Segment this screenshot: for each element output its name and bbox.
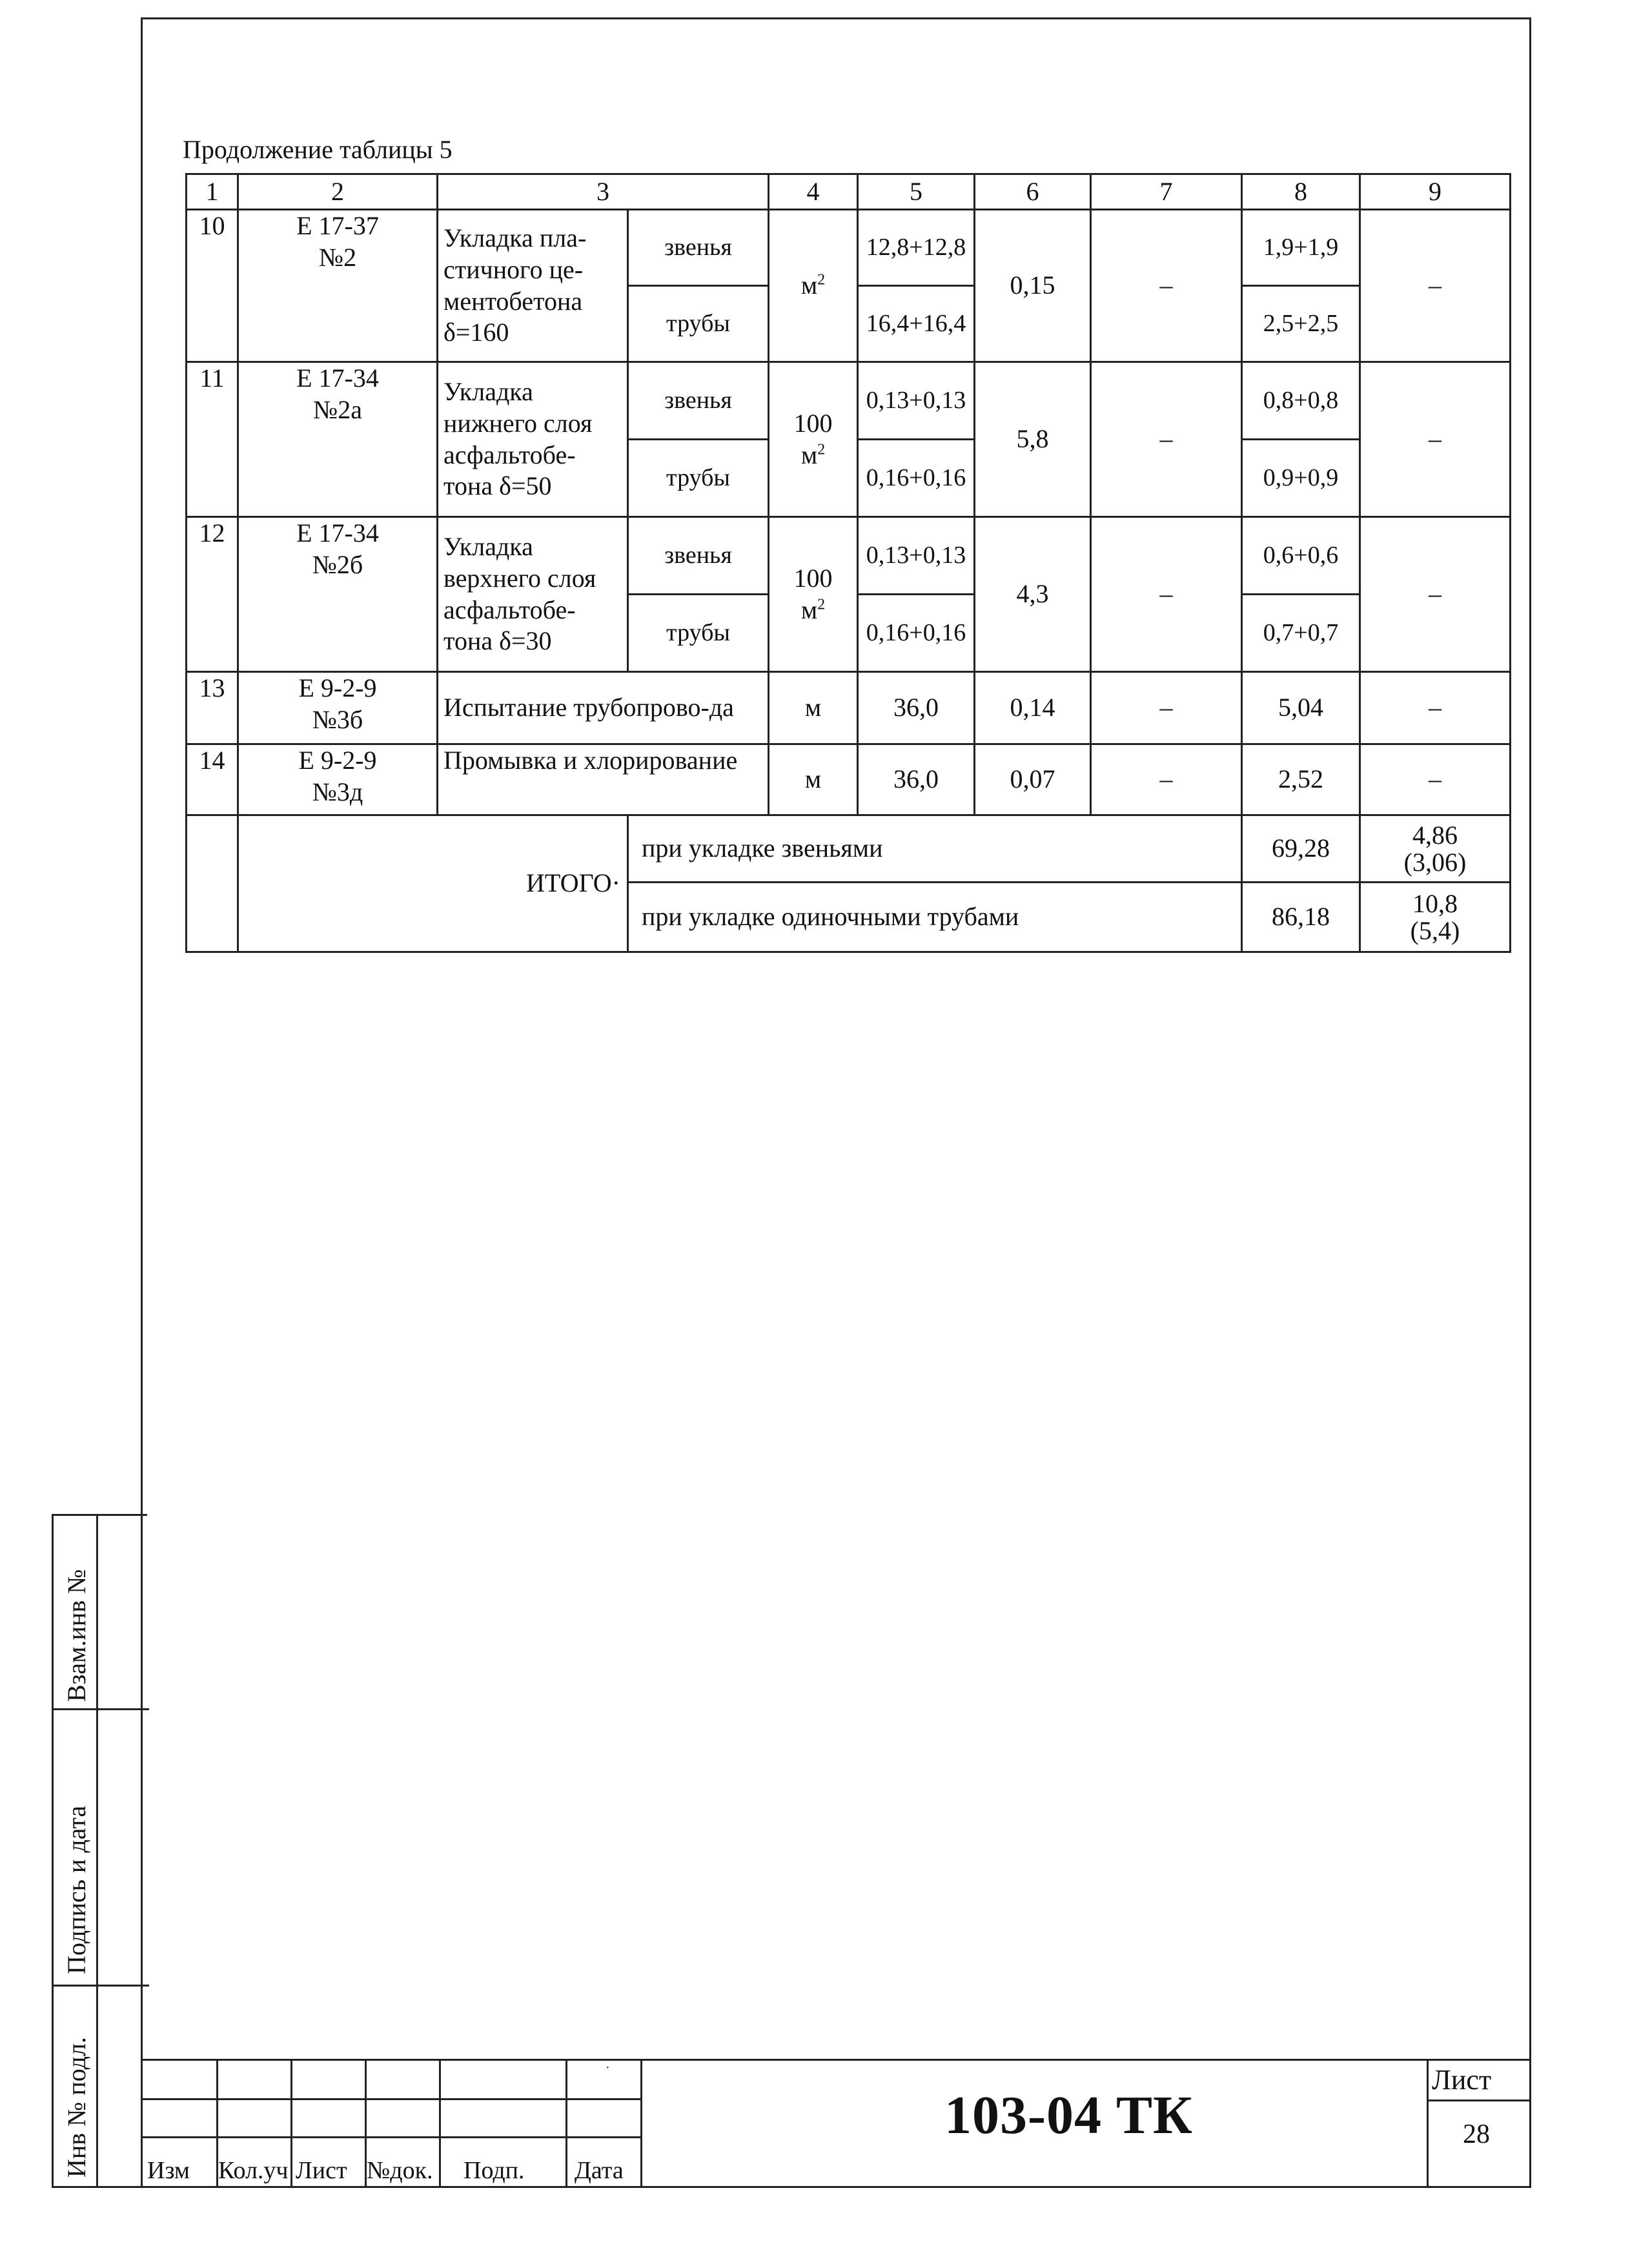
document-code: 103-04 ТК: [944, 2085, 1193, 2145]
total-value: 0,6+0,6: [1242, 517, 1360, 595]
sheet-number: 28: [1463, 2120, 1490, 2149]
norm-value: 0,07: [975, 744, 1091, 815]
table-caption: Продолжение таблицы 5: [183, 135, 453, 164]
work-description: Испытание трубопрово-да: [438, 672, 769, 744]
table-row: [187, 672, 1511, 744]
col7-value: –: [1091, 744, 1242, 815]
work-description: Укладка верхнего слоя асфальтобе-тона δ=30: [438, 517, 628, 672]
col9-value: –: [1360, 517, 1511, 672]
work-description: Укладка пла-стичного це-ментобетона δ=160: [438, 210, 628, 362]
col-label-list: Лист: [296, 2157, 347, 2184]
quantity: 16,4+16,4: [858, 286, 975, 362]
subtype-label: трубы: [628, 440, 769, 517]
work-description: Промывка и хлорирование: [438, 744, 769, 815]
tb-divider: [439, 2061, 441, 2188]
totals-value: 86,18: [1242, 883, 1360, 952]
total-value: 2,52: [1242, 744, 1360, 815]
header-cell: 1: [187, 174, 238, 210]
tb-divider: [640, 2061, 642, 2188]
totals-col9: 4,86 (3,06): [1360, 815, 1511, 883]
col7-value: –: [1091, 517, 1242, 672]
norm-value: 5,8: [975, 362, 1091, 517]
col-label-kol-uch: Кол.уч: [218, 2157, 289, 2184]
col9-value: –: [1360, 362, 1511, 517]
col-label-data: Дата: [575, 2157, 624, 2184]
col-label-podp: Подп.: [463, 2157, 525, 2184]
row-number: 11: [187, 362, 238, 517]
header-cell: 9: [1360, 174, 1511, 210]
total-value: 0,8+0,8: [1242, 362, 1360, 440]
norm-code: Е 17-34 №2а: [238, 362, 438, 517]
sheet-label: Лист: [1432, 2064, 1492, 2096]
header-cell: 6: [975, 174, 1091, 210]
col7-value: –: [1091, 672, 1242, 744]
col-label-ndok: №док.: [367, 2157, 433, 2184]
unit: 100 $м^2$: [769, 517, 858, 672]
col-label-izm: Изм: [147, 2157, 190, 2184]
table-row: [187, 210, 1511, 286]
row-number: 12: [187, 517, 238, 672]
tb-divider: [141, 2136, 640, 2138]
quantity: 36,0: [858, 744, 975, 815]
norm-value: 0,15: [975, 210, 1091, 362]
table-row: [187, 517, 1511, 595]
subtype-label: звенья: [628, 517, 769, 595]
norm-code: Е 9-2-9 №3б: [238, 672, 438, 744]
col9-value: –: [1360, 210, 1511, 362]
tb-divider: [290, 2061, 292, 2188]
quantity: 0,13+0,13: [858, 362, 975, 440]
totals-label: ИТОГО·: [238, 815, 628, 952]
total-value: 1,9+1,9: [1242, 210, 1360, 286]
strip-divider: [54, 1708, 149, 1710]
strip-divider: [96, 1516, 98, 2186]
tb-divider: [141, 2098, 640, 2100]
replace-inv-label: Взам.инв №: [62, 1569, 91, 1702]
norm-value: 0,14: [975, 672, 1091, 744]
side-stamp-strip: [52, 1514, 147, 2188]
row-number: 13: [187, 672, 238, 744]
quantity: 36,0: [858, 672, 975, 744]
header-row: [187, 174, 1511, 210]
totals-empty-cell: [187, 815, 238, 952]
quantity: 12,8+12,8: [858, 210, 975, 286]
header-cell: 8: [1242, 174, 1360, 210]
unit: м: [769, 744, 858, 815]
total-value: 0,7+0,7: [1242, 595, 1360, 672]
row-number: 10: [187, 210, 238, 362]
subtype-label: звенья: [628, 362, 769, 440]
subtype-label: звенья: [628, 210, 769, 286]
norm-code: Е 9-2-9 №3д: [238, 744, 438, 815]
norm-code: Е 17-34 №2б: [238, 517, 438, 672]
row-number: 14: [187, 744, 238, 815]
table-row: [187, 744, 1511, 815]
col9-value: –: [1360, 744, 1511, 815]
col9-value: –: [1360, 672, 1511, 744]
quantity: 0,13+0,13: [858, 517, 975, 595]
quantity: 0,16+0,16: [858, 595, 975, 672]
quantity: 0,16+0,16: [858, 440, 975, 517]
norm-code: Е 17-37 №2: [238, 210, 438, 362]
totals-col9: 10,8 (5,4): [1360, 883, 1511, 952]
header-cell: 5: [858, 174, 975, 210]
unit: 100 $м^2$: [769, 362, 858, 517]
subtype-label: трубы: [628, 595, 769, 672]
col7-value: –: [1091, 210, 1242, 362]
sign-date-label: Подпись и дата: [62, 1805, 91, 1974]
table-row: [187, 362, 1511, 440]
header-cell: 7: [1091, 174, 1242, 210]
total-value: 2,5+2,5: [1242, 286, 1360, 362]
subtype-label: трубы: [628, 286, 769, 362]
work-description: Укладка нижнего слоя асфальтобе-тона δ=50: [438, 362, 628, 517]
header-cell: 3: [438, 174, 769, 210]
tb-mark: ·: [606, 2061, 610, 2075]
works-table: [185, 173, 1511, 953]
totals-value: 69,28: [1242, 815, 1360, 883]
totals-text: при укладке одиночными трубами: [628, 883, 1242, 952]
header-cell: 4: [769, 174, 858, 210]
totals-text: при укладке звеньями: [628, 815, 1242, 883]
totals-row: [187, 815, 1511, 883]
strip-divider: [54, 1985, 149, 1987]
unit: м: [769, 672, 858, 744]
title-block: [141, 2059, 1531, 2188]
tb-divider: [565, 2061, 567, 2188]
total-value: 0,9+0,9: [1242, 440, 1360, 517]
col7-value: –: [1091, 362, 1242, 517]
inv-orig-label: Инв № подл.: [62, 2037, 91, 2178]
unit: $м^2$: [769, 210, 858, 362]
total-value: 5,04: [1242, 672, 1360, 744]
norm-value: 4,3: [975, 517, 1091, 672]
header-cell: 2: [238, 174, 438, 210]
